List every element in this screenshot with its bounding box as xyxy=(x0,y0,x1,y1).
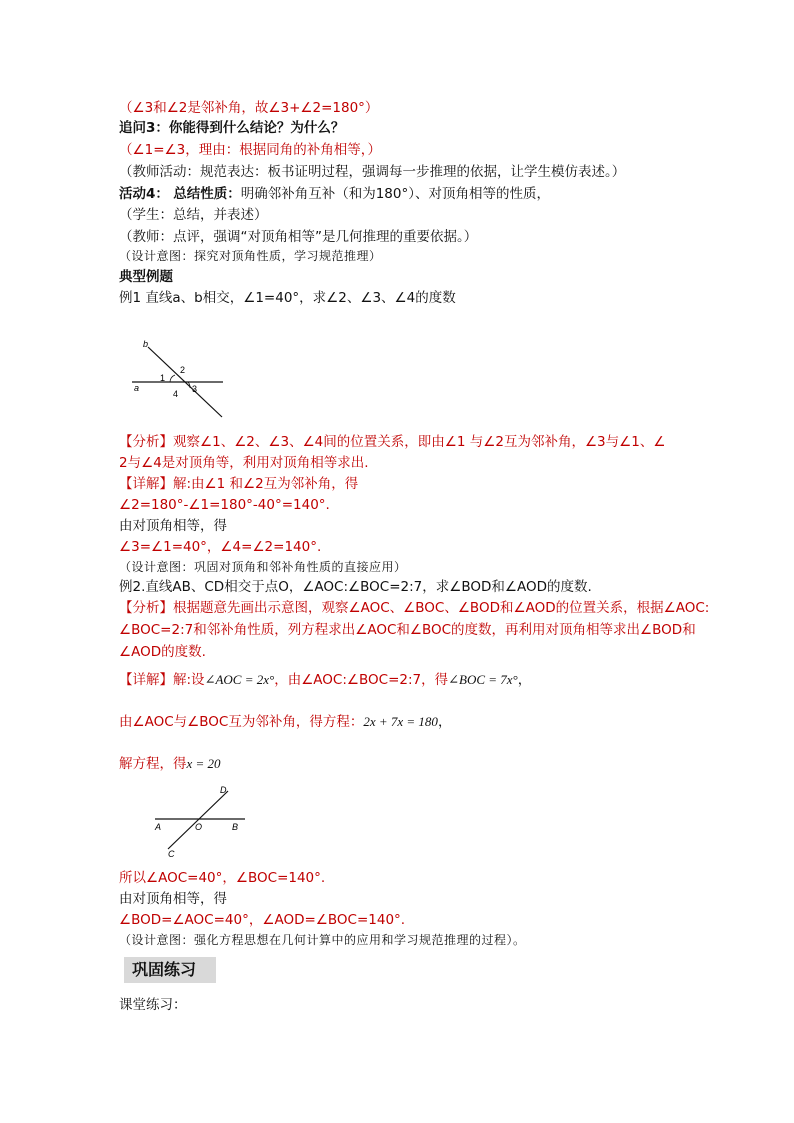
detail-1 xyxy=(119,474,358,494)
section-practice-title: 巩固练习 xyxy=(124,957,216,983)
follow-up-3 xyxy=(119,118,344,138)
figure-1-diagram xyxy=(130,335,230,420)
label-b: b xyxy=(143,339,149,349)
result-line-2: ∠BOD=∠AOC=40°，∠AOD=∠BOC=140°. xyxy=(119,912,406,928)
analysis-2-text-3: ∠AOD的度数. xyxy=(119,644,206,660)
analysis-text-2: 2与∠4是对顶角等，利用对顶角相等求出. xyxy=(119,455,369,471)
follow-up-label: 追问3： xyxy=(119,120,169,136)
label-O: O xyxy=(195,822,203,832)
analysis-2-tag: 【分析】 xyxy=(119,600,173,616)
equation-x: x = 20 xyxy=(186,756,221,771)
example-2: 例2.直线AB、CD相交于点O，∠AOC:∠BOC=2:7，求∠BOD和∠AOD的度数. xyxy=(119,579,592,595)
analysis-tag: 【分析】 xyxy=(119,434,173,450)
result-line-1: 所以∠AOC=40°，∠BOC=140°. xyxy=(119,870,326,886)
detail-2-line-3 xyxy=(119,754,221,774)
detail-2-tag: 【详解】 xyxy=(119,672,173,688)
detail-2-text-c: ， xyxy=(517,672,532,688)
figure-2-diagram xyxy=(150,783,250,858)
analysis-text-1: 观察∠1、∠2、∠3、∠4间的位置关系，即由∠1 与∠2互为邻补角，∠3与∠1、∠ xyxy=(173,434,666,450)
label-angle-2: 2 xyxy=(180,365,186,375)
design-intent-2: （设计意图：巩固对顶角和邻补角性质的直接应用） xyxy=(119,560,407,574)
detail-tag: 【详解】 xyxy=(119,476,173,492)
detail-2-line-1 xyxy=(119,670,531,690)
label-B: B xyxy=(232,822,239,832)
detail-2-line-3-text: 解方程，得 xyxy=(119,756,187,772)
examples-heading: 典型例题 xyxy=(119,269,173,285)
detail-calc-2: ∠3=∠1=40°，∠4=∠2=140°. xyxy=(119,539,322,555)
analysis-2-text-1: 根据题意先画出示意图，观察∠AOC、∠BOC、∠BOD和∠AOD的位置关系，根据∠AOC: xyxy=(173,600,710,616)
analysis-1 xyxy=(119,432,665,452)
example-1: 例1 直线a、b相交，∠1=40°，求∠2、∠3、∠4的度数 xyxy=(119,290,456,306)
label-C: C xyxy=(168,849,175,858)
label-D: D xyxy=(220,785,227,795)
detail-calc-1: ∠2=180°-∠1=180°-40°=140°. xyxy=(119,497,330,513)
activity-subtitle: 总结性质： xyxy=(173,186,241,202)
detail-2-line-2 xyxy=(119,712,451,732)
detail-2-line-2-end: ， xyxy=(437,714,452,730)
result-reason: 由对顶角相等，得 xyxy=(119,891,227,907)
equation-boc: ∠BOC = 7x° xyxy=(448,672,518,687)
activity-label: 活动4： xyxy=(119,186,169,202)
design-intent-3: （设计意图：强化方程思想在几何计算中的应用和学习规范推理的过程）。 xyxy=(119,933,526,947)
reason-line-2: （∠1=∠3，理由：根据同角的补角相等，） xyxy=(119,142,381,158)
line-cd xyxy=(168,791,228,849)
detail-reason: 由对顶角相等，得 xyxy=(119,518,227,534)
teacher-note: （教师：点评，强调“对顶角相等”是几何推理的重要依据。） xyxy=(119,229,478,245)
follow-up-question: 你能得到什么结论？为什么？ xyxy=(168,120,345,136)
detail-2-text-a: 解:设 xyxy=(173,672,205,688)
equation-sum: 2x + 7x = 180 xyxy=(363,714,438,729)
detail-2-line-2-text: 由∠AOC与∠BOC互为邻补角，得方程： xyxy=(119,714,364,730)
reason-line-1: （∠3和∠2是邻补角，故∠3+∠2=180°） xyxy=(119,100,379,116)
activity-4 xyxy=(119,184,550,204)
analysis-2 xyxy=(119,598,709,618)
label-a: a xyxy=(134,383,140,393)
detail-2-text-b: ，由∠AOC:∠BOC=2:7，得 xyxy=(274,672,449,688)
teacher-activity: （教师活动：规范表达：板书证明过程，强调每一步推理的依据，让学生模仿表述。） xyxy=(119,164,626,180)
label-A: A xyxy=(155,822,162,832)
label-angle-4: 4 xyxy=(173,389,179,399)
equation-aoc: ∠AOC = 2x° xyxy=(204,672,275,687)
analysis-2-text-2: ∠BOC=2:7和邻补角性质，列方程求出∠AOC和∠BOC的度数，再利用对顶角相等求出∠BOD和 xyxy=(119,622,696,638)
design-intent-1: （设计意图：探究对顶角性质，学习规范推理） xyxy=(119,249,382,263)
label-angle-3: 3 xyxy=(192,384,198,394)
activity-text: 明确邻补角互补（和为180°）、对顶角相等的性质， xyxy=(240,186,550,202)
label-angle-1: 1 xyxy=(160,373,166,383)
detail-text: 解:由∠1 和∠2互为邻补角，得 xyxy=(173,476,359,492)
classroom-practice: 课堂练习： xyxy=(119,997,187,1013)
student-note: （学生：总结，并表述） xyxy=(119,207,268,223)
